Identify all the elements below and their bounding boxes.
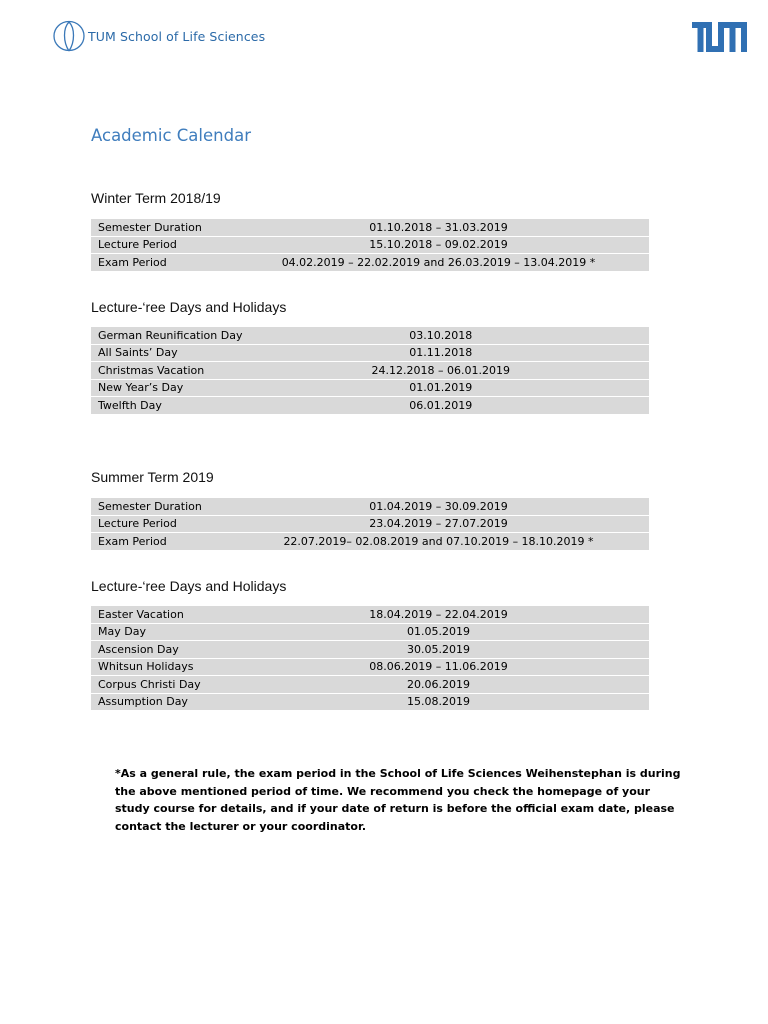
winter-holidays-table bbox=[91, 327, 649, 415]
table-row bbox=[91, 327, 649, 344]
row-value: 04.02.2019 – 22.02.2019 and 26.03.2019 – 13.04.2019 * bbox=[238, 254, 649, 272]
exam-period-footnote: *As a general rule, the exam period in the School of Life Sciences Weihenstephan is during the above mentioned period of time. We recommend you check the homepage of your study course for details, and if your date of return is before the official exam date, please contact the lecturer or your coordinator. bbox=[115, 767, 681, 833]
table-row bbox=[91, 236, 649, 254]
table-row bbox=[91, 641, 649, 659]
table-row bbox=[91, 693, 649, 711]
row-label: Twelfth Day bbox=[91, 397, 242, 415]
row-label: Semester Duration bbox=[91, 219, 238, 236]
summer-term-table bbox=[91, 498, 649, 551]
row-value: 23.04.2019 – 27.07.2019 bbox=[238, 515, 649, 533]
table-row bbox=[91, 254, 649, 272]
row-value: 30.05.2019 bbox=[238, 641, 649, 659]
summer-holidays-heading: Lecture-‘ree Days and Holidays bbox=[91, 578, 287, 594]
row-value: 01.04.2019 – 30.09.2019 bbox=[238, 498, 649, 515]
table-row bbox=[91, 533, 649, 551]
summer-holidays-table bbox=[91, 606, 649, 711]
table-row bbox=[91, 379, 649, 397]
row-value: 24.12.2018 – 06.01.2019 bbox=[242, 362, 649, 380]
table-row bbox=[91, 658, 649, 676]
page-title: Academic Calendar bbox=[91, 126, 251, 145]
row-value: 08.06.2019 – 11.06.2019 bbox=[238, 658, 649, 676]
tum-wordmark-logo bbox=[692, 22, 747, 52]
table-row bbox=[91, 623, 649, 641]
row-value: 01.05.2019 bbox=[238, 623, 649, 641]
row-label: Corpus Christi Day bbox=[91, 676, 238, 694]
table-row bbox=[91, 676, 649, 694]
table-row bbox=[91, 344, 649, 362]
table-row bbox=[91, 397, 649, 415]
row-label: Assumption Day bbox=[91, 693, 238, 711]
row-value: 18.04.2019 – 22.04.2019 bbox=[238, 606, 649, 623]
row-label: Lecture Period bbox=[91, 515, 238, 533]
school-name: TUM School of Life Sciences bbox=[88, 28, 266, 44]
row-value: 15.10.2018 – 09.02.2019 bbox=[238, 236, 649, 254]
row-label: Exam Period bbox=[91, 533, 238, 551]
winter-term-table bbox=[91, 219, 649, 272]
table-row bbox=[91, 498, 649, 515]
table-row bbox=[91, 606, 649, 623]
row-label: German Reunification Day bbox=[91, 327, 242, 344]
row-value: 06.01.2019 bbox=[242, 397, 649, 415]
table-row bbox=[91, 515, 649, 533]
row-value: 01.10.2018 – 31.03.2019 bbox=[238, 219, 649, 236]
table-row bbox=[91, 219, 649, 236]
row-value: 20.06.2019 bbox=[238, 676, 649, 694]
winter-holidays-heading: Lecture-‘ree Days and Holidays bbox=[91, 299, 287, 315]
row-value: 01.11.2018 bbox=[242, 344, 649, 362]
row-label: Lecture Period bbox=[91, 236, 238, 254]
row-label: Christmas Vacation bbox=[91, 362, 242, 380]
row-value: 22.07.2019– 02.08.2019 and 07.10.2019 – 18.10.2019 * bbox=[238, 533, 649, 551]
row-label: All Saints’ Day bbox=[91, 344, 242, 362]
table-row bbox=[91, 362, 649, 380]
row-label: New Year’s Day bbox=[91, 379, 242, 397]
row-label: Easter Vacation bbox=[91, 606, 238, 623]
row-value: 03.10.2018 bbox=[242, 327, 649, 344]
row-label: Whitsun Holidays bbox=[91, 658, 238, 676]
row-label: Exam Period bbox=[91, 254, 238, 272]
leaf-logo-icon bbox=[52, 18, 86, 54]
row-value: 01.01.2019 bbox=[242, 379, 649, 397]
row-label: Semester Duration bbox=[91, 498, 238, 515]
school-header bbox=[52, 18, 265, 54]
row-label: Ascension Day bbox=[91, 641, 238, 659]
row-label: May Day bbox=[91, 623, 238, 641]
summer-term-heading: Summer Term 2019 bbox=[91, 469, 214, 485]
winter-term-heading: Winter Term 2018/19 bbox=[91, 190, 221, 206]
row-value: 15.08.2019 bbox=[238, 693, 649, 711]
